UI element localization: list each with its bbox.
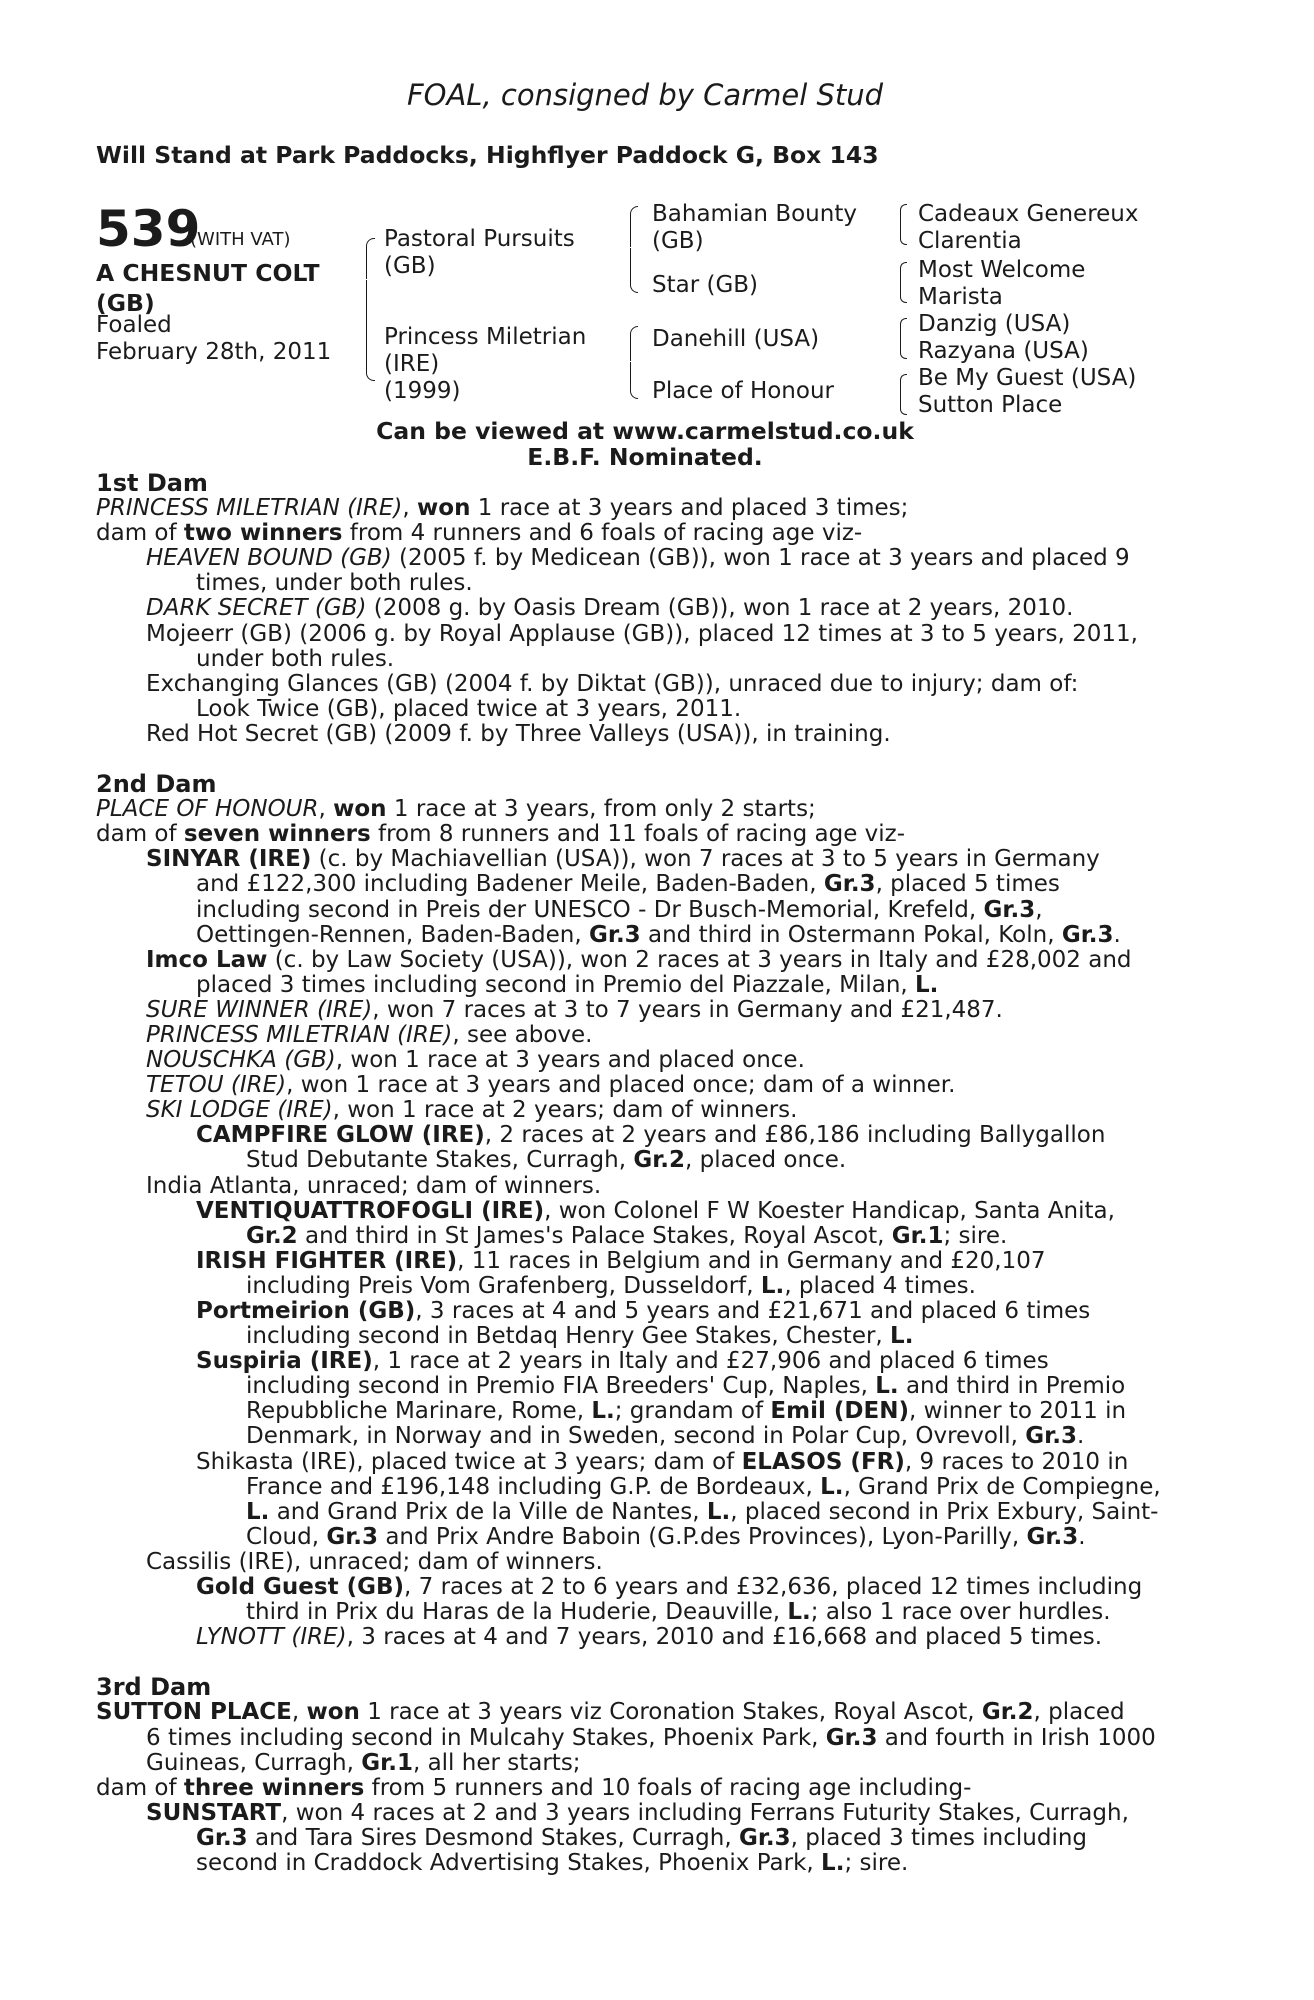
catalogue-line <box>96 1851 1196 1876</box>
text-run: Mojeerr (GB) (2006 g. by Royal Applause (GB)), placed 12 times at 3 to 5 years, 2011, <box>146 620 1138 647</box>
catalogue-line <box>96 571 1196 596</box>
pedigree-brace <box>900 338 907 359</box>
italic-text: NOUSCHKA (GB) <box>146 1047 336 1074</box>
text-run: Oettingen-Rennen, Baden-Baden, <box>196 921 589 948</box>
bold-text: won <box>333 796 387 823</box>
text-run: Guineas, Curragh, <box>146 1749 362 1776</box>
bold-text: Gr.3 <box>1025 1423 1077 1450</box>
text-run: , won 1 race at 3 years and placed once. <box>335 1047 805 1074</box>
italic-text: PRINCESS MILETRIAN (IRE) <box>96 495 403 522</box>
catalogue-line <box>96 1399 1196 1424</box>
bold-text: Gr.3 <box>823 871 876 898</box>
catalogue-line <box>96 1700 1196 1725</box>
bold-text: IRISH FIGHTER (IRE) <box>196 1247 458 1274</box>
catalogue-line <box>96 596 1196 621</box>
pedigree-brace <box>366 280 375 381</box>
text-run: (2008 g. by Oasis Dream (GB)), won 1 race at 2 years, 2010. <box>366 595 1074 622</box>
first-dam-lines <box>96 496 1196 747</box>
bold-text: Suspiria (IRE) <box>196 1348 373 1375</box>
catalogue-line <box>96 722 1196 747</box>
ggp-8: Sutton Place <box>918 392 1063 418</box>
ggp-5: Danzig (USA) <box>918 311 1071 337</box>
italic-text: SURE WINNER (IRE) <box>146 996 373 1023</box>
text-run: . <box>1078 1523 1086 1550</box>
text-run: from 8 runners and 11 foals of racing age viz- <box>370 821 906 848</box>
stand-location: Will Stand at Park Paddocks, Highflyer Paddock G, Box 143 <box>96 141 879 169</box>
text-run: , 3 races at 4 and 5 years and £21,671 and placed 6 times <box>415 1298 1091 1324</box>
bold-text: seven winners <box>183 821 371 848</box>
pedigree-brace <box>900 282 907 303</box>
bold-text: L. <box>820 1473 844 1500</box>
text-run: third in Prix du Haras de la Huderie, Deauville, <box>246 1599 788 1626</box>
sire-name: Pastoral Pursuits <box>384 226 575 252</box>
text-run: Stud Debutante Stakes, Curragh, <box>246 1147 634 1174</box>
viewing-note: Can be viewed at www.carmelstud.co.uk <box>376 417 914 445</box>
text-run: . <box>1113 921 1121 948</box>
italic-text: TETOU (IRE) <box>146 1072 287 1099</box>
text-run: and £122,300 including Badener Meile, Baden-Baden, <box>196 871 824 898</box>
text-run: and third in Premio <box>898 1373 1126 1400</box>
catalogue-line <box>96 1424 1196 1449</box>
italic-text: LYNOTT (IRE) <box>196 1624 347 1651</box>
text-run: , 9 races to 2010 in <box>904 1448 1129 1475</box>
ggp-3: Most Welcome <box>918 257 1086 283</box>
text-run: , <box>291 1699 307 1726</box>
text-run: Denmark, in Norway and in Sweden, second in Polar Cup, Ovrevoll, <box>246 1423 1026 1450</box>
text-run: dam of <box>96 520 184 547</box>
bold-text: won <box>306 1699 360 1726</box>
bold-text: L. <box>591 1398 615 1425</box>
catalogue-line <box>96 1751 1196 1776</box>
bold-text: SUNSTART <box>146 1799 282 1826</box>
catalogue-line <box>96 1776 1196 1801</box>
text-run: , placed <box>1033 1699 1125 1726</box>
pedigree-brace <box>900 374 907 394</box>
text-run: including second in Betdaq Henry Gee Stakes, Chester, <box>246 1323 891 1350</box>
text-run: and third in St James's Palace Stakes, Royal Ascot, <box>297 1222 892 1249</box>
text-run: , 7 races at 2 to 6 years and £32,636, placed 12 times including <box>404 1574 1143 1601</box>
text-run: and Prix Andre Baboin (G.P.des Provinces), Lyon-Parilly, <box>378 1523 1027 1550</box>
text-run: Red Hot Secret (GB) (2009 f. by Three Valleys (USA)), in training. <box>146 720 891 747</box>
catalogue-line <box>96 1174 1196 1199</box>
lot-description <box>96 258 320 318</box>
catalogue-line <box>96 923 1196 948</box>
bold-text: Gr.2 <box>246 1222 298 1249</box>
text-run: , won 1 race at 3 years and placed once; dam of a winner. <box>286 1072 956 1099</box>
text-run: , all her starts; <box>412 1749 581 1776</box>
catalogue-line <box>96 948 1196 973</box>
text-run: including second in Premio FIA Breeders' Cup, Naples, <box>246 1373 876 1400</box>
catalogue-line <box>96 1625 1196 1650</box>
bold-text: VENTIQUATTROFOGLI (IRE) <box>196 1197 545 1224</box>
section-gap <box>96 747 1196 772</box>
catalogue-line <box>96 1123 1196 1148</box>
lot-description-line2: (GB) <box>96 289 155 317</box>
bold-text: Gr.3 <box>589 921 641 948</box>
foaled-info <box>96 312 331 366</box>
catalogue-line <box>96 647 1196 672</box>
text-run: , placed 5 times <box>875 871 1060 898</box>
dam-year: (1999) <box>384 378 461 404</box>
text-run: , 11 races in Belgium and in Germany and £20,107 <box>457 1247 1046 1274</box>
pedigree-brace <box>630 326 638 361</box>
catalogue-line <box>96 1600 1196 1625</box>
pedigree-brace <box>366 238 375 279</box>
text-run: 1 race at 3 years, from only 2 starts; <box>386 796 816 823</box>
dam <box>384 324 586 405</box>
catalogue-line <box>96 872 1196 897</box>
pedigree-brace <box>630 362 638 399</box>
italic-text: PLACE OF HONOUR <box>96 796 319 823</box>
bold-text: L. <box>821 1849 845 1876</box>
catalogue-line <box>96 1199 1196 1224</box>
text-run: under both rules. <box>196 645 395 672</box>
sire-dam: Star (GB) <box>652 272 759 298</box>
lot-vat-note: (WITH VAT) <box>190 229 291 250</box>
italic-text: SKI LODGE (IRE) <box>146 1097 333 1124</box>
text-run: , 2 races at 2 years and £86,186 including Ballygallon <box>484 1122 1106 1149</box>
catalogue-line <box>96 1500 1196 1525</box>
bold-text: Gold Guest (GB) <box>196 1574 405 1601</box>
pedigree-brace <box>630 248 638 293</box>
ggp-6: Razyana (USA) <box>918 338 1089 364</box>
pedigree-brace <box>900 318 907 338</box>
ggp-7: Be My Guest (USA) <box>918 365 1137 391</box>
catalogue-line <box>96 1048 1196 1073</box>
text-run: Cloud, <box>246 1523 327 1550</box>
bold-text: Imco Law <box>146 946 268 973</box>
text-run: , placed once. <box>685 1147 847 1174</box>
text-run: ; sire. <box>943 1222 1008 1249</box>
text-run: ; also 1 race over hurdles. <box>810 1599 1111 1626</box>
text-run: placed 3 times including second in Premio del Piazzale, Milan, <box>196 971 916 998</box>
second-dam-lines <box>96 797 1196 1650</box>
catalogue-line <box>96 1349 1196 1374</box>
italic-text: PRINCESS MILETRIAN (IRE) <box>146 1021 453 1048</box>
text-run: , Grand Prix de Compiegne, <box>843 1473 1161 1500</box>
text-run: , placed 3 times including <box>790 1824 1088 1851</box>
pedigree-brace <box>900 204 907 224</box>
text-run: Cassilis (IRE), unraced; dam of winners. <box>146 1548 603 1575</box>
bold-text: L. <box>246 1498 270 1525</box>
catalogue-line <box>96 847 1196 872</box>
catalogue-line <box>96 1299 1196 1324</box>
text-run: 6 times including second in Mulcahy Stakes, Phoenix Park, <box>146 1724 826 1751</box>
catalogue-line <box>96 496 1196 521</box>
first-dam-heading: 1st Dam <box>96 469 208 497</box>
bold-text: Gr.1 <box>891 1222 944 1249</box>
consignor-heading: FOAL, consigned by Carmel Stud <box>406 78 884 112</box>
text-run: 1 race at 3 years viz Coronation Stakes, Royal Ascot, <box>359 1699 982 1726</box>
bold-text: Gr.3 <box>1026 1523 1079 1550</box>
pedigree-brace <box>900 394 907 415</box>
text-run: , <box>402 495 418 522</box>
text-run: and third in Ostermann Pokal, Koln, <box>640 921 1062 948</box>
bold-text: Gr.3 <box>1061 921 1114 948</box>
text-run: (c. by Machiavellian (USA)), won 7 races at 3 to 5 years in Germany <box>311 846 1100 873</box>
catalogue-line <box>96 1550 1196 1575</box>
catalogue-line <box>96 1826 1196 1851</box>
foaled-label: Foaled <box>96 312 172 338</box>
text-run: , 1 race at 2 years in Italy and £27,906 and placed 6 times <box>372 1348 1049 1375</box>
text-run: , won 7 races at 3 to 7 years in Germany and £21,487. <box>372 996 1003 1023</box>
bold-text: SUTTON PLACE <box>96 1699 292 1726</box>
catalogue-line <box>96 1450 1196 1475</box>
lot-description-line1: A CHESNUT COLT <box>96 259 320 287</box>
bold-text: Gr.3 <box>738 1824 791 1851</box>
second-dam-heading: 2nd Dam <box>96 770 217 799</box>
dam-origin: (IRE) <box>384 351 440 377</box>
catalogue-line <box>96 1801 1196 1826</box>
text-run: , won Colonel F W Koester Handicap, Santa Anita, <box>544 1197 1115 1224</box>
catalogue-line <box>96 898 1196 923</box>
sire-sire-origin: (GB) <box>652 228 704 254</box>
text-run: dam of <box>96 821 184 848</box>
ggp-4: Marista <box>918 284 1003 310</box>
bold-text: Gr.3 <box>983 896 1036 923</box>
bold-text: L. <box>760 1272 785 1299</box>
catalogue-line <box>96 1073 1196 1098</box>
bold-text: L. <box>875 1373 899 1400</box>
bold-text: Portmeirion (GB) <box>196 1298 416 1324</box>
catalogue-line <box>96 797 1196 822</box>
catalogue-line <box>96 622 1196 647</box>
catalogue-line <box>96 998 1196 1023</box>
bold-text: SINYAR (IRE) <box>146 846 312 873</box>
catalogue-line <box>96 1148 1196 1173</box>
ggp-1: Cadeaux Genereux <box>918 201 1139 227</box>
pedigree-brace <box>900 224 907 245</box>
dam-dam: Place of Honour <box>652 378 834 404</box>
text-run: . <box>1076 1423 1085 1450</box>
text-run: including Preis Vom Grafenberg, Dusseldorf, <box>246 1272 761 1299</box>
catalogue-line <box>96 973 1196 998</box>
bold-text: Gr.3 <box>825 1724 878 1751</box>
text-run: including second in Preis der UNESCO - Dr Busch-Memorial, Krefeld, <box>196 896 984 923</box>
catalogue-line <box>96 1324 1196 1349</box>
text-run: and fourth in Irish 1000 <box>877 1724 1156 1751</box>
text-run: , winner to 2011 in <box>908 1398 1127 1425</box>
catalogue-body <box>96 471 1196 1876</box>
text-run: France and £196,148 including G.P. de Bordeaux, <box>246 1473 821 1500</box>
bold-text: L. <box>706 1498 731 1525</box>
catalogue-line <box>96 546 1196 571</box>
text-run: , see above. <box>452 1021 593 1048</box>
bold-text: Emil (DEN) <box>770 1398 909 1425</box>
sire <box>384 226 575 280</box>
catalogue-line <box>96 1023 1196 1048</box>
sire-sire-name: Bahamian Bounty <box>652 201 857 227</box>
catalogue-line <box>96 1249 1196 1274</box>
text-run: 1 race at 3 years and placed 3 times; <box>470 495 909 522</box>
text-run: (2005 f. by Medicean (GB)), won 1 race at 3 years and placed 9 <box>391 545 1130 572</box>
pedigree-brace <box>630 206 638 247</box>
bold-text: Gr.3 <box>196 1824 248 1851</box>
sire-sire <box>652 201 857 255</box>
bold-text: Gr.1 <box>361 1749 413 1776</box>
text-run: ; grandam of <box>614 1398 771 1425</box>
catalogue-line <box>96 672 1196 697</box>
italic-text: HEAVEN BOUND (GB) <box>146 545 392 572</box>
text-run: , placed second in Prix Exbury, Saint- <box>730 1498 1159 1525</box>
text-run: and Tara Sires Desmond Stakes, Curragh, <box>247 1824 739 1851</box>
text-run: , placed 4 times. <box>784 1272 976 1299</box>
bold-text: L. <box>915 971 939 998</box>
third-dam-lines <box>96 1700 1196 1876</box>
bold-text: L. <box>890 1323 914 1350</box>
text-run: from 4 runners and 6 foals of racing age viz- <box>342 520 863 547</box>
text-run: Shikasta (IRE), placed twice at 3 years; dam of <box>196 1448 742 1475</box>
text-run: , <box>1035 896 1043 923</box>
pedigree-brace <box>900 262 907 282</box>
text-run: (c. by Law Society (USA)), won 2 races at 3 years in Italy and £28,002 and <box>267 946 1132 973</box>
catalogue-line <box>96 1098 1196 1123</box>
lot-number: 539 <box>96 200 201 258</box>
catalogue-line <box>96 1475 1196 1500</box>
bold-text: Gr.3 <box>326 1523 379 1550</box>
text-run: second in Craddock Advertising Stakes, Phoenix Park, <box>196 1849 822 1876</box>
bold-text: ELASOS (FR) <box>741 1448 905 1475</box>
text-run: , <box>318 796 334 823</box>
dam-sire: Danehill (USA) <box>652 326 820 352</box>
text-run: dam of <box>96 1774 184 1801</box>
section-gap <box>96 1650 1196 1675</box>
catalogue-line <box>96 1575 1196 1600</box>
bold-text: won <box>417 495 471 522</box>
dam-name: Princess Miletrian <box>384 324 587 350</box>
bold-text: three winners <box>183 1774 365 1801</box>
text-run: , won 1 race at 2 years; dam of winners. <box>332 1097 798 1124</box>
catalogue-line <box>96 521 1196 546</box>
text-run: ; sire. <box>844 1849 909 1876</box>
third-dam-heading: 3rd Dam <box>96 1673 212 1702</box>
catalogue-line <box>96 1224 1196 1249</box>
text-run: , won 4 races at 2 and 3 years including Ferrans Futurity Stakes, Curragh, <box>281 1799 1129 1826</box>
ebf-note: E.B.F. Nominated. <box>527 443 763 471</box>
text-run: Look Twice (GB), placed twice at 3 years, 2011. <box>196 695 742 722</box>
text-run: times, under both rules. <box>196 570 473 597</box>
catalogue-line <box>96 1374 1196 1399</box>
italic-text: DARK SECRET (GB) <box>146 595 367 622</box>
catalogue-line <box>96 1726 1196 1751</box>
foaled-date: February 28th, 2011 <box>96 339 332 365</box>
bold-text: Gr.2 <box>633 1147 686 1174</box>
text-run: from 5 runners and 10 foals of racing age including- <box>364 1774 972 1801</box>
catalogue-line <box>96 697 1196 722</box>
bold-text: Gr.2 <box>981 1699 1034 1726</box>
catalogue-line <box>96 1525 1196 1550</box>
text-run: Exchanging Glances (GB) (2004 f. by Diktat (GB)), unraced due to injury; dam of: <box>146 670 1079 697</box>
catalogue-line <box>96 1274 1196 1299</box>
bold-text: CAMPFIRE GLOW (IRE) <box>196 1122 485 1149</box>
bold-text: L. <box>787 1599 811 1626</box>
text-run: , 3 races at 4 and 7 years, 2010 and £16,668 and placed 5 times. <box>346 1624 1103 1651</box>
text-run: and Grand Prix de la Ville de Nantes, <box>269 1498 707 1525</box>
text-run: Repubbliche Marinare, Rome, <box>246 1398 592 1425</box>
ggp-2: Clarentia <box>918 228 1022 254</box>
notes <box>0 418 1290 470</box>
sire-origin: (GB) <box>384 253 436 279</box>
bold-text: two winners <box>183 520 343 547</box>
catalogue-line <box>96 822 1196 847</box>
text-run: India Atlanta, unraced; dam of winners. <box>146 1172 602 1199</box>
